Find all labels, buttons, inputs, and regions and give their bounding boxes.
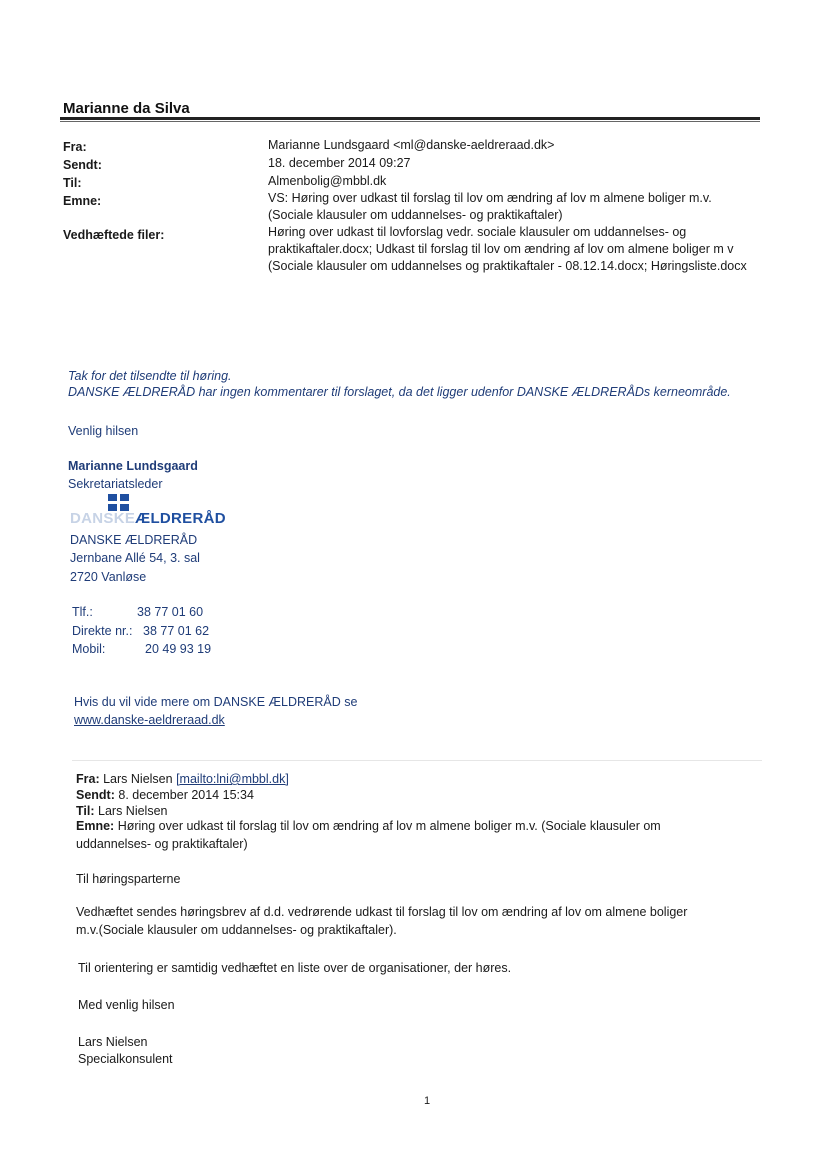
logo-aeldreraad: ÆLDRERÅD bbox=[135, 510, 226, 527]
more-info-text: Hvis du vil vide mere om DANSKE ÆLDRERÅD se bbox=[74, 695, 358, 709]
fwd-sent-value: 8. december 2014 15:34 bbox=[118, 788, 254, 802]
fwd-from-name: Lars Nielsen bbox=[103, 772, 173, 786]
phone-label: Tlf.: bbox=[72, 605, 93, 619]
fwd-subject-value: Høring over udkast til forslag til lov om ændring af lov m almene boliger m.v. (Sociale klausuler om uddannelses- og praktikaftaler) bbox=[76, 819, 661, 851]
sent-value: 18. december 2014 09:27 bbox=[268, 156, 411, 170]
direct-phone-label: Direkte nr.: bbox=[72, 624, 133, 638]
signer-name: Marianne Lundsgaard bbox=[68, 459, 198, 473]
fwd-paragraph-2: Til orientering er samtidig vedhæftet en liste over de organisationer, der høres. bbox=[78, 961, 512, 975]
fwd-sender-name: Lars Nielsen bbox=[78, 1035, 148, 1049]
fwd-to-label: Til: bbox=[76, 804, 95, 818]
from-label: Fra: bbox=[63, 140, 87, 154]
fwd-to-value: Lars Nielsen bbox=[98, 804, 168, 818]
fwd-mailto-link[interactable]: [mailto:lni@mbbl.dk] bbox=[176, 772, 289, 786]
document-owner: Marianne da Silva bbox=[63, 100, 190, 117]
address-city: 2720 Vanløse bbox=[70, 570, 147, 584]
address-street: Jernbane Allé 54, 3. sal bbox=[70, 551, 200, 565]
page-number: 1 bbox=[424, 1095, 431, 1107]
subject-label: Emne: bbox=[63, 194, 102, 208]
attachments-label: Vedhæftede filer: bbox=[63, 228, 165, 242]
to-label: Til: bbox=[63, 176, 82, 190]
subject-value: VS: Høring over udkast til forslag til lov om ændring af lov m almene boliger m.v. (Sociale klausuler om uddannelses- og praktikaftaler) bbox=[268, 191, 712, 222]
fwd-closing: Med venlig hilsen bbox=[78, 998, 175, 1012]
header-rule-thin bbox=[60, 121, 760, 122]
mobile-value: 20 49 93 19 bbox=[145, 642, 212, 656]
fwd-paragraph-1: Vedhæftet sendes høringsbrev af d.d. vedrørende udkast til forslag til lov om ændring af lov om almene boliger m.v.(Sociale klausuler om uddannelses- og praktikaftaler). bbox=[76, 905, 688, 937]
fwd-sender-title: Specialkonsulent bbox=[78, 1052, 173, 1066]
header-rule bbox=[60, 117, 760, 120]
reply-line-2: DANSKE ÆLDRERÅD har ingen kommentarer til forslaget, da det ligger udenfor DANSKE ÆLDRERÅDs kerneområde. bbox=[68, 385, 731, 399]
attachments-value: Høring over udkast til lovforslag vedr. sociale klausuler om uddannelses- og praktikaftaler.docx; Udkast til forslag til lov om ændring af lov om almene boliger m v (Sociale klausuler om uddannelses og praktikaftaler - 08.12.14.docx; Høringsliste.docx bbox=[268, 225, 747, 273]
direct-phone-value: 38 77 01 62 bbox=[143, 624, 210, 638]
logo-wordmark bbox=[70, 510, 226, 527]
website-link[interactable]: www.danske-aeldreraad.dk bbox=[74, 713, 225, 727]
reply-greeting: Venlig hilsen bbox=[68, 424, 139, 438]
organisation-logo bbox=[70, 494, 230, 530]
logo-danske: DANSKE bbox=[70, 510, 136, 527]
message-divider bbox=[72, 760, 762, 761]
fwd-sent-label: Sendt: bbox=[76, 788, 115, 802]
sent-label: Sendt: bbox=[63, 158, 102, 172]
address-org: DANSKE ÆLDRERÅD bbox=[70, 533, 198, 547]
fwd-subject-line bbox=[76, 817, 716, 853]
fwd-from-label: Fra: bbox=[76, 772, 100, 786]
fwd-subject-label: Emne: bbox=[76, 819, 115, 833]
to-value: Almenbolig@mbbl.dk bbox=[268, 174, 387, 188]
mobile-label: Mobil: bbox=[72, 642, 106, 656]
reply-line-1: Tak for det tilsendte til høring. bbox=[68, 369, 232, 383]
signer-title: Sekretariatsleder bbox=[68, 477, 163, 491]
phone-value: 38 77 01 60 bbox=[137, 605, 204, 619]
fwd-salutation: Til høringsparterne bbox=[76, 872, 181, 886]
from-value: Marianne Lundsgaard <ml@danske-aeldreraad.dk> bbox=[268, 138, 555, 152]
